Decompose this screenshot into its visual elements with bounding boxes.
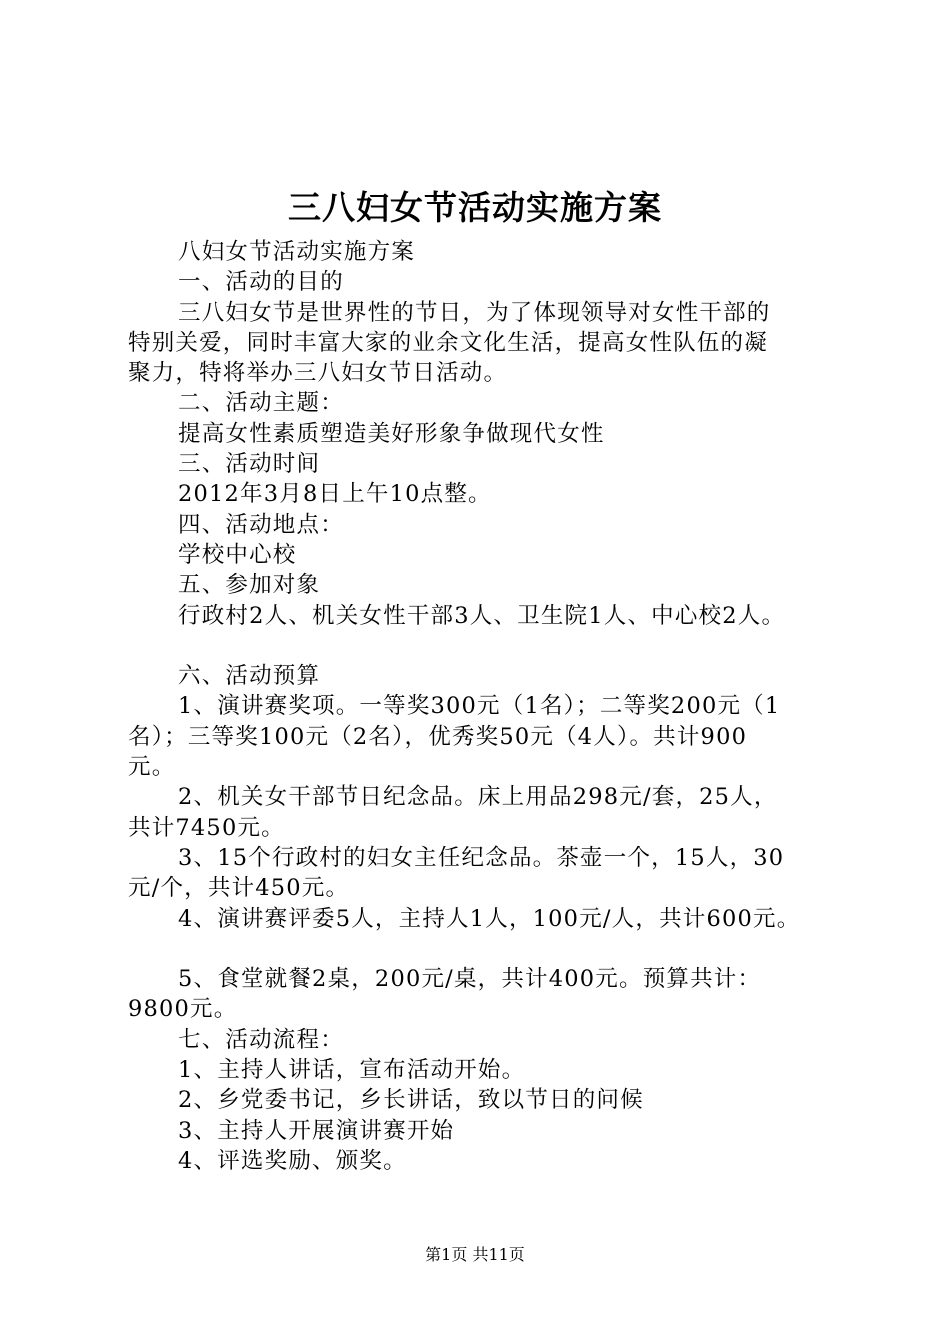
section-heading-purpose: 一、活动的目的 [178, 269, 344, 296]
paragraph-line: 学校中心校 [178, 541, 297, 568]
section-heading-participants: 五、参加对象 [178, 572, 321, 599]
list-item-line: 共计7450元。 [128, 814, 285, 841]
paragraph-line: 提高女性素质塑造美好形象争做现代女性 [178, 420, 605, 447]
blank-line [128, 631, 838, 661]
paragraph-line: 行政村2人、机关女性干部3人、卫生院1人、中心校2人。 [178, 602, 786, 629]
section-heading-location: 四、活动地点： [178, 511, 344, 538]
paragraph-line: 三八妇女节是世界性的节日，为了体现领导对女性干部的 [178, 299, 771, 326]
list-item-line: 4、评选奖励、颁奖。 [178, 1147, 407, 1174]
list-item-line: 1、演讲赛奖项。一等奖300元（1名）；二等奖200元（1 [178, 693, 781, 720]
page-number-footer: 第1页 共11页 [425, 1245, 525, 1264]
section-heading-theme: 二、活动主题： [178, 390, 344, 417]
section-heading-process: 七、活动流程： [178, 1026, 344, 1053]
section-heading-budget: 六、活动预算 [178, 663, 321, 690]
list-item-line: 4、演讲赛评委5人，主持人1人，100元/人，共计600元。 [178, 905, 801, 932]
paragraph-line: 特别关爱，同时丰富大家的业余文化生活，提高女性队伍的凝 [128, 329, 768, 356]
paragraph-line: 2012年3月8日上午10点整。 [178, 481, 492, 508]
paragraph-line: 聚力，特将举办三八妇女节日活动。 [128, 360, 508, 387]
list-item-line: 名）；三等奖100元（2名），优秀奖50元（4人）。共计900 [128, 723, 748, 750]
list-item-line: 1、主持人讲话，宣布活动开始。 [178, 1057, 526, 1084]
list-item-line: 9800元。 [128, 996, 238, 1023]
section-heading-time: 三、活动时间 [178, 451, 321, 478]
list-item-line: 5、食堂就餐2桌，200元/桌，共计400元。预算共计： [178, 966, 762, 993]
document-body [128, 237, 838, 1176]
list-item-line: 元/个，共计450元。 [128, 875, 350, 902]
list-item-line: 2、机关女干部节日纪念品。床上用品298元/套，25人， [178, 784, 778, 811]
list-item-line: 3、15个行政村的妇女主任纪念品。茶壶一个，15人，30 [178, 844, 785, 871]
list-item-line: 2、乡党委书记，乡长讲话，致以节日的问候 [178, 1087, 644, 1114]
list-item-line: 元。 [128, 754, 176, 781]
document-title: 三八妇女节活动实施方案 [288, 188, 662, 227]
list-item-line: 3、主持人开展演讲赛开始 [178, 1117, 455, 1144]
doc-subtitle: 八妇女节活动实施方案 [178, 239, 416, 265]
blank-line [128, 934, 838, 964]
